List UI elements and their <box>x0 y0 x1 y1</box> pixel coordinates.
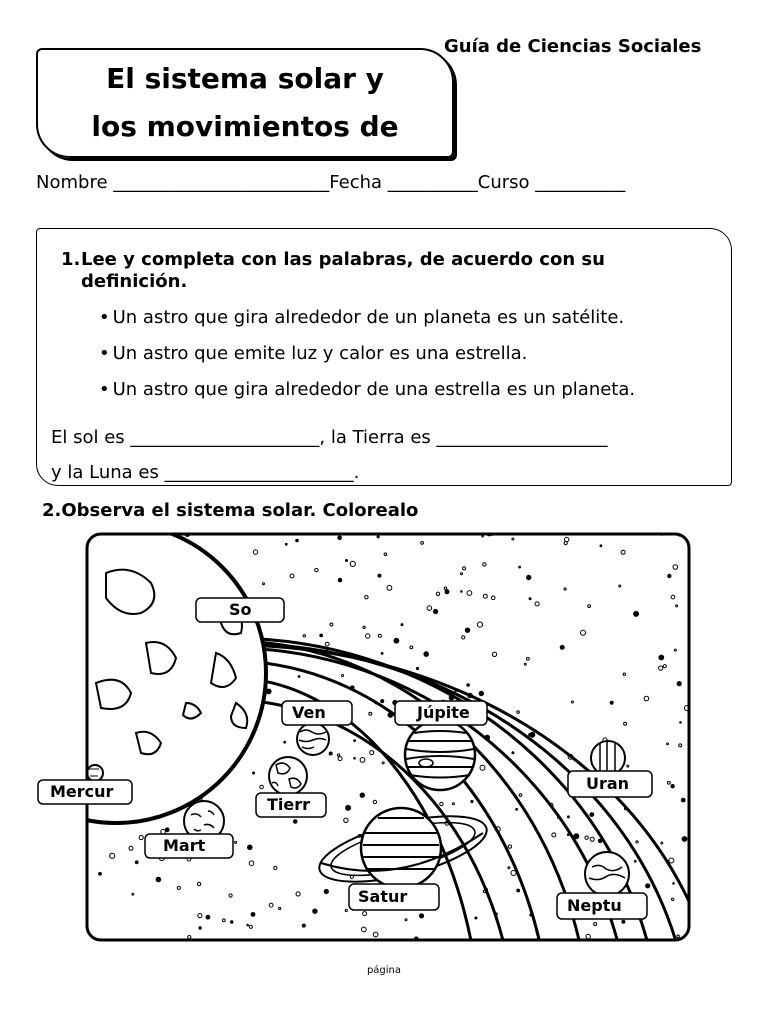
star-dot <box>338 536 342 540</box>
star-dot <box>342 675 344 677</box>
star-dot <box>519 794 522 797</box>
star-dot <box>99 872 102 875</box>
star-dot <box>444 587 447 590</box>
star-dot <box>424 652 429 657</box>
star-dot <box>354 740 356 742</box>
star-dot <box>129 846 133 850</box>
star-dot <box>445 590 449 594</box>
uranus-icon <box>591 741 625 775</box>
star-dot <box>594 923 597 926</box>
question-1-box <box>36 228 732 486</box>
star-dot <box>479 691 483 695</box>
star-dot <box>673 883 675 885</box>
star-dot <box>516 808 518 810</box>
star-dot <box>377 536 379 538</box>
star-dot <box>427 606 432 611</box>
star-dot <box>512 752 514 754</box>
star-dot <box>659 655 664 660</box>
star-dot <box>363 626 365 628</box>
star-dot <box>560 645 564 649</box>
star-dot <box>669 858 674 863</box>
label-earth <box>256 793 326 817</box>
star-dot <box>436 592 439 595</box>
label-mars-text: Mart <box>163 836 206 855</box>
star-dot <box>324 889 328 893</box>
star-dot <box>636 841 638 843</box>
star-dot <box>269 903 273 907</box>
star-dot <box>621 550 625 554</box>
star-dot <box>512 538 514 540</box>
definition-text: Un astro que gira alrededor de un planeta es un satélite. <box>112 307 625 328</box>
star-dot <box>471 800 473 802</box>
star-dot <box>253 550 257 554</box>
star-dot <box>381 653 383 655</box>
star-dot <box>421 542 424 545</box>
jupiter-icon <box>405 720 475 790</box>
star-dot <box>249 925 252 928</box>
label-sun <box>196 598 284 622</box>
star-dot <box>527 657 530 660</box>
star-dot <box>384 553 387 556</box>
star-dot <box>674 649 676 651</box>
page-footer: página <box>366 965 402 976</box>
label-jupiter <box>395 701 487 725</box>
label-venus <box>282 701 352 725</box>
star-dot <box>369 712 372 715</box>
star-dot <box>298 676 300 678</box>
curso-blank[interactable]: __________ <box>535 172 626 193</box>
star-dot <box>325 642 329 646</box>
star-dot <box>345 909 347 911</box>
label-uranus <box>568 771 652 797</box>
star-dot <box>361 927 366 932</box>
star-dot <box>373 932 378 937</box>
label-sun-text: So <box>229 600 252 619</box>
star-dot <box>264 942 266 944</box>
star-dot <box>249 861 254 866</box>
star-dot <box>581 630 586 635</box>
label-mercury-text: Mercur <box>50 782 114 801</box>
star-dot <box>461 591 463 593</box>
star-dot <box>382 762 384 764</box>
star-dot <box>667 743 669 745</box>
star-dot <box>222 919 225 922</box>
star-dot <box>590 837 594 841</box>
luna-label: y la Luna es <box>51 462 159 483</box>
star-dot <box>565 537 569 541</box>
star-dot <box>337 754 339 756</box>
star-dot <box>303 635 305 637</box>
label-neptune <box>557 893 647 919</box>
star-dot <box>177 886 180 889</box>
star-dot <box>590 813 594 817</box>
star-dot <box>571 701 573 703</box>
star-dot <box>381 700 384 703</box>
label-mercury <box>38 780 132 804</box>
star-dot <box>360 758 365 763</box>
curso-label: Curso <box>477 172 530 193</box>
star-dot <box>480 765 485 770</box>
star-dot <box>667 781 670 784</box>
star-dot <box>646 884 650 888</box>
star-dot <box>462 636 465 639</box>
question-1-number: 1. <box>61 249 81 270</box>
tierra-label: , la Tierra es <box>319 427 431 448</box>
star-dot <box>622 920 625 923</box>
fecha-label: Fecha <box>329 172 383 193</box>
star-dot <box>434 609 438 613</box>
star-dot <box>634 611 639 616</box>
nombre-label: Nombre <box>36 172 108 193</box>
star-dot <box>139 835 143 839</box>
label-saturn <box>349 884 439 910</box>
earth-icon <box>269 757 307 795</box>
star-dot <box>231 921 233 923</box>
star-dot <box>668 574 671 577</box>
sol-label: El sol es <box>51 427 125 448</box>
star-dot <box>671 595 675 599</box>
star-dot <box>378 574 381 577</box>
star-dot <box>673 565 678 570</box>
star-dot <box>585 836 588 839</box>
star-dot <box>610 701 613 704</box>
label-venus-text: Ven <box>292 703 326 722</box>
star-dot <box>338 578 342 582</box>
star-dot <box>197 882 200 885</box>
student-info-row <box>36 172 625 193</box>
star-dot <box>247 924 249 926</box>
star-dot <box>619 585 621 587</box>
star-dot <box>387 585 392 590</box>
question-2-text: Observa el sistema solar. Colorealo <box>61 500 419 521</box>
star-dot <box>588 605 591 608</box>
fill-in-line-2 <box>51 462 359 483</box>
star-dot <box>623 673 625 675</box>
star-dot <box>676 605 678 607</box>
star-dot <box>248 845 253 850</box>
star-dot <box>461 573 463 575</box>
page-title-line-1: El sistema solar y <box>106 62 384 95</box>
neptune-icon <box>585 852 629 896</box>
star-dot <box>365 596 368 599</box>
star-dot <box>661 842 663 844</box>
star-dot <box>285 543 287 545</box>
star-dot <box>354 758 356 760</box>
label-earth-text: Tierr <box>267 795 311 814</box>
star-dot <box>338 757 342 761</box>
star-dot <box>110 853 115 858</box>
fill-in-line-1 <box>51 427 608 448</box>
star-dot <box>253 772 255 774</box>
star-dot <box>296 892 300 896</box>
star-dot <box>452 803 454 805</box>
label-saturn-text: Satur <box>358 887 408 906</box>
star-dot <box>671 785 674 788</box>
star-dot <box>492 652 496 656</box>
star-dot <box>491 596 495 600</box>
star-dot <box>600 545 602 547</box>
question-1-instruction <box>61 249 701 293</box>
luna-end: . <box>353 462 360 483</box>
star-dot <box>132 893 134 895</box>
star-dot <box>363 912 367 916</box>
star-dot <box>198 914 202 918</box>
star-dot <box>567 816 569 818</box>
star-dot <box>165 828 169 832</box>
star-dot <box>156 877 161 882</box>
star-dot <box>302 924 305 927</box>
star-dot <box>284 741 286 743</box>
star-dot <box>188 936 191 939</box>
nombre-blank[interactable]: ________________________ <box>113 172 330 193</box>
star-dot <box>229 894 232 897</box>
star-dot <box>477 622 482 627</box>
star-dot <box>463 567 466 570</box>
star-dot <box>483 563 486 566</box>
star-dot <box>552 833 556 837</box>
star-dot <box>366 634 370 638</box>
star-dot <box>346 560 348 562</box>
star-dot <box>475 917 477 919</box>
guide-subject: Guía de Ciencias Sociales <box>444 36 702 57</box>
star-dot <box>535 602 539 606</box>
star-dot <box>330 623 333 626</box>
star-dot <box>360 793 364 797</box>
star-dot <box>370 751 374 755</box>
star-dot <box>344 818 348 822</box>
star-dot <box>313 909 317 913</box>
label-mars <box>145 834 233 858</box>
star-dot <box>508 867 510 869</box>
label-neptune-text: Neptu <box>567 896 622 915</box>
star-dot <box>405 919 407 921</box>
definition-item: • Un astro que gira alrededor de una estrella es un planeta. <box>99 379 636 400</box>
star-dot <box>519 566 521 568</box>
fecha-blank[interactable]: __________ <box>387 172 478 193</box>
star-dot <box>419 914 423 918</box>
star-dot <box>677 935 680 938</box>
star-dot <box>290 574 294 578</box>
star-dot <box>624 722 627 725</box>
definition-text: Un astro que emite luz y calor es una estrella. <box>112 343 528 364</box>
star-dot <box>682 837 687 842</box>
star-dot <box>659 666 663 670</box>
star-dot <box>467 684 470 687</box>
star-dot <box>296 539 299 542</box>
star-dot <box>410 646 413 649</box>
star-dot <box>320 634 323 637</box>
solar-system-illustration <box>50 533 692 943</box>
mercury-icon <box>87 765 103 781</box>
star-dot <box>517 889 520 892</box>
star-dot <box>634 860 636 862</box>
question-2-instruction <box>42 500 418 521</box>
star-dot <box>135 861 138 864</box>
star-dot <box>206 915 210 919</box>
star-dot <box>524 663 526 665</box>
star-dot <box>315 568 318 571</box>
star-dot <box>263 583 265 585</box>
definition-item: • Un astro que gira alrededor de un planeta es un satélite. <box>99 307 625 328</box>
star-dot <box>440 802 443 805</box>
sol-blank[interactable]: _____________________ <box>130 427 320 448</box>
star-dot <box>235 841 237 843</box>
star-dot <box>401 624 403 626</box>
star-dot <box>679 744 682 747</box>
definition-item: • Un astro que emite luz y calor es una estrella. <box>99 343 528 364</box>
star-dot <box>416 667 418 669</box>
star-dot <box>465 628 469 632</box>
luna-blank[interactable]: _____________________ <box>164 462 354 483</box>
star-dot <box>530 732 535 737</box>
star-dot <box>467 591 472 596</box>
star-dot <box>517 711 520 714</box>
star-dot <box>346 805 351 810</box>
star-dot <box>677 682 681 686</box>
venus-icon <box>297 723 329 755</box>
star-dot <box>329 752 332 755</box>
star-dot <box>586 934 590 938</box>
star-dot <box>482 535 484 537</box>
definition-text: Un astro que gira alrededor de una estrella es un planeta. <box>112 379 636 400</box>
star-dot <box>508 845 511 848</box>
page-title-line-2: los movimientos de <box>91 110 399 143</box>
question-2-number: 2. <box>42 500 62 521</box>
star-dot <box>483 594 487 598</box>
star-dot <box>564 588 566 590</box>
star-dot <box>681 798 685 802</box>
star-dot <box>527 575 531 579</box>
star-dot <box>644 696 649 701</box>
star-dot <box>293 820 297 824</box>
tierra-blank[interactable]: ___________________ <box>436 427 608 448</box>
star-dot <box>279 907 281 909</box>
star-dot <box>394 638 399 643</box>
star-dot <box>378 634 381 637</box>
star-dot <box>680 722 682 724</box>
star-dot <box>627 765 629 767</box>
star-dot <box>199 927 201 929</box>
label-uranus-text: Uran <box>586 774 630 793</box>
star-dot <box>672 898 674 900</box>
question-1-text: Lee y completa con las palabras, de acuerdo con su definición. <box>81 249 605 292</box>
label-jupiter-text: Júpite <box>417 703 470 722</box>
star-dot <box>260 785 264 789</box>
star-dot <box>251 913 255 917</box>
star-dot <box>350 561 355 566</box>
star-dot <box>373 800 376 803</box>
star-dot <box>274 866 277 869</box>
star-dot <box>529 598 531 600</box>
star-dot <box>663 665 666 668</box>
title-box <box>36 48 454 158</box>
